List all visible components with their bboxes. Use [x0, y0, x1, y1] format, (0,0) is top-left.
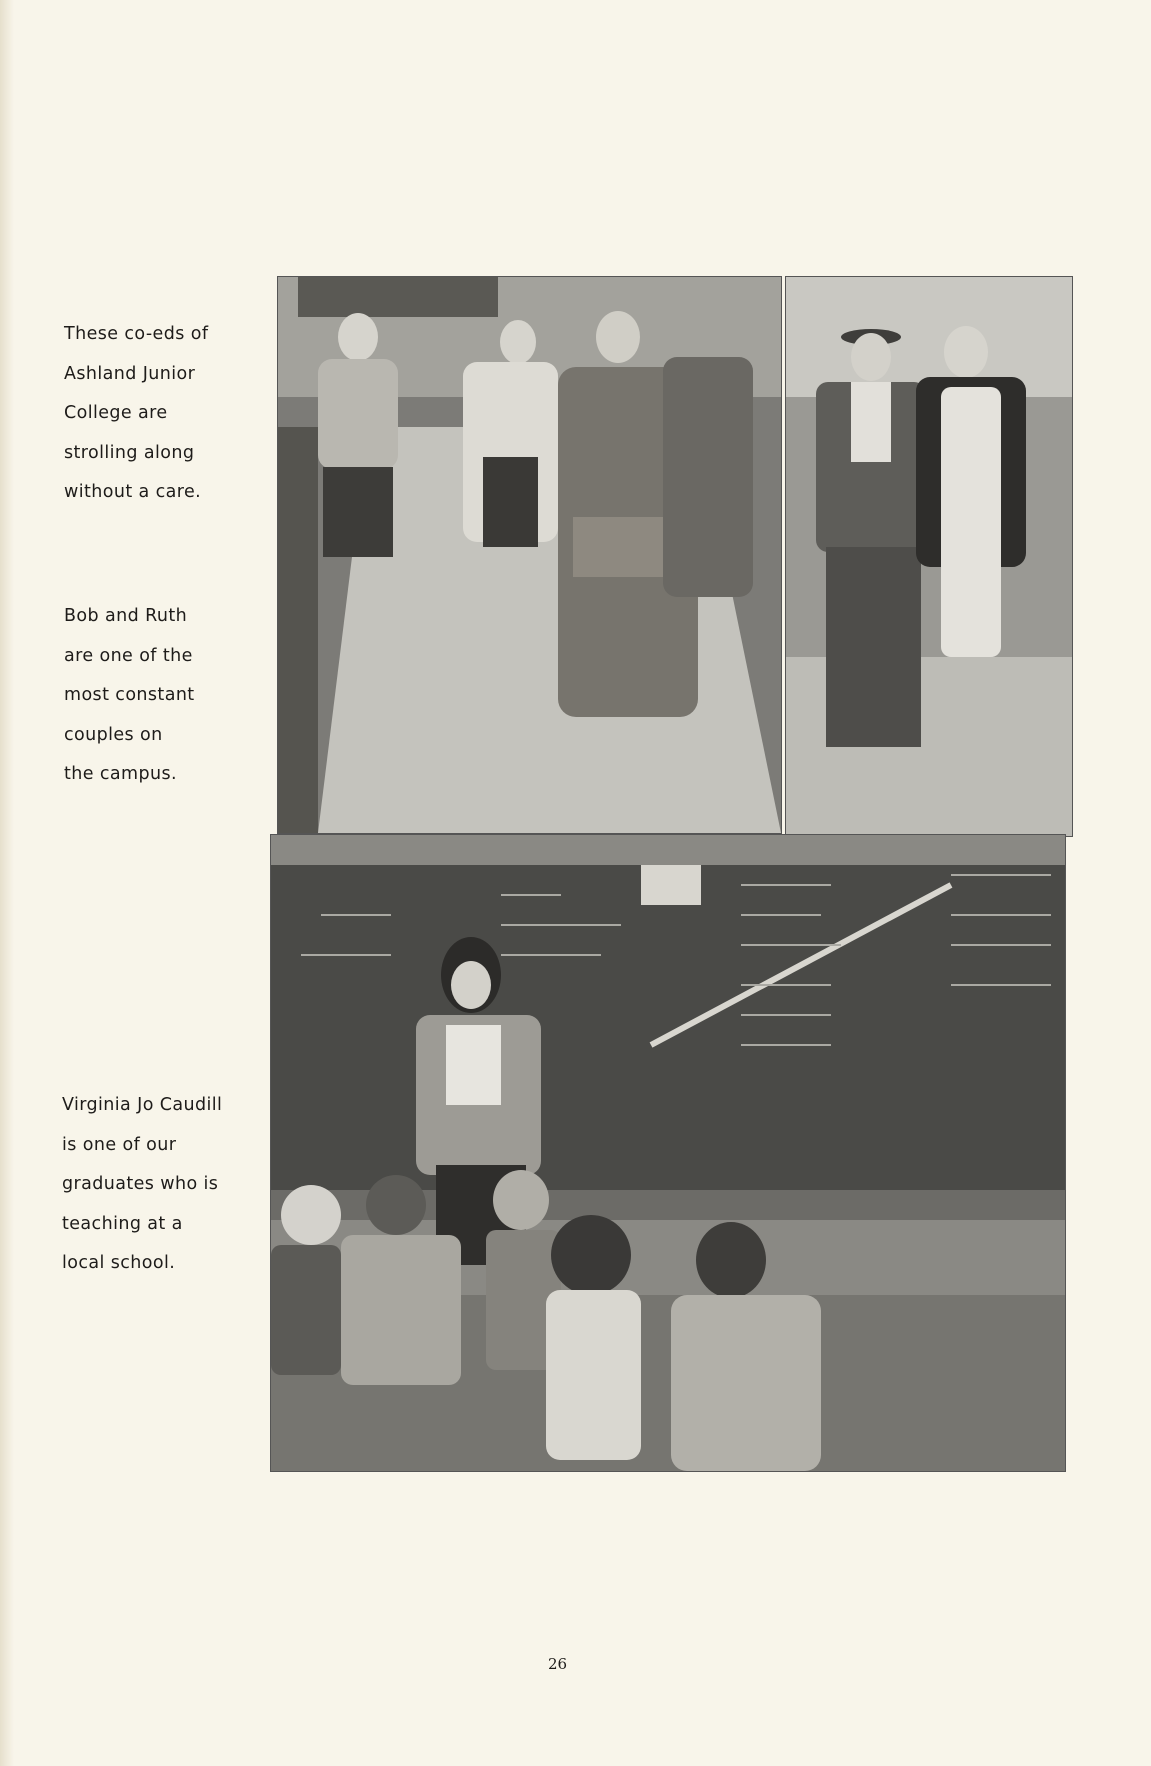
photo-bob-and-ruth — [785, 276, 1073, 837]
caption-line: without a care. — [64, 482, 202, 502]
caption-line: Ashland Junior — [64, 363, 196, 384]
caption-line: are one of the — [64, 645, 193, 666]
caption-line: strolling along — [64, 442, 195, 463]
page-number: 26 — [548, 1655, 568, 1673]
photo-coeds-strolling — [277, 276, 782, 834]
caption-line: most constant — [64, 685, 195, 705]
caption-line: teaching at a — [62, 1213, 183, 1234]
caption-bob-ruth — [64, 597, 195, 795]
caption-line: graduates who is — [62, 1174, 219, 1194]
page-edge-shadow — [0, 0, 14, 1766]
caption-line: local school. — [62, 1253, 176, 1273]
caption-line: the campus. — [64, 764, 177, 784]
caption-line: These co-eds of — [64, 324, 209, 344]
caption-virginia — [62, 1086, 222, 1284]
caption-line: is one of our — [62, 1134, 177, 1155]
photo-virginia-teaching — [270, 834, 1066, 1472]
caption-line: Virginia Jo Caudill — [62, 1095, 223, 1115]
caption-line: Bob and Ruth — [64, 606, 188, 626]
caption-line: College are — [64, 403, 168, 423]
caption-line: couples on — [64, 724, 163, 745]
caption-coeds — [64, 315, 208, 513]
